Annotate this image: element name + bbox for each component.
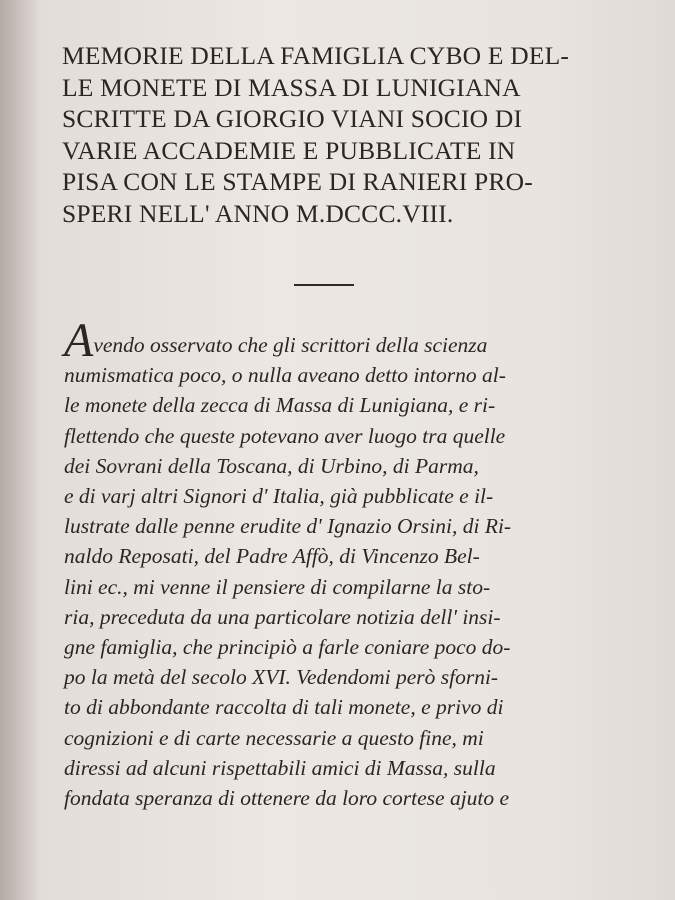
body-line: lustrate dalle penne erudite d' Ignazio Orsini, di Ri- — [64, 514, 512, 539]
divider-rule — [294, 284, 354, 286]
body-line: le monete della zecca di Massa di Lunigiana, e ri- — [64, 393, 496, 418]
body-first-line — [64, 314, 604, 367]
body-line: flettendo che queste potevano aver luogo tra quelle — [64, 423, 506, 448]
body-line: numismatica poco, o nulla aveano detto intorno al- — [64, 363, 506, 388]
body-line: to di abbondante raccolta di tali monete, e privo di — [64, 695, 504, 720]
body-line: po la metà del secolo XVI. Vedendomi però sforni- — [64, 665, 499, 690]
body-line: gne famiglia, che principiò a farle coniare poco do- — [64, 635, 511, 660]
show-through-text — [150, 220, 570, 330]
body-line: lini ec., mi venne il pensiere di compilarne la sto- — [64, 574, 491, 599]
body-line: e di varj altri Signori d' Italia, già pubblicate e il- — [64, 484, 494, 509]
body-paragraph — [64, 314, 604, 813]
page-title — [62, 40, 622, 229]
body-line: fondata speranza di ottenere da loro cortese ajuto e — [64, 786, 510, 811]
title-line: VARIE ACCADEMIE E PUBBLICATE IN — [62, 135, 516, 165]
body-line: cognizioni e di carte necessarie a questo fine, mi — [64, 725, 484, 750]
body-line: diressi ad alcuni rispettabili amici di Massa, sulla — [64, 755, 496, 780]
body-line: ria, preceduta da una particolare notizia dell' insi- — [64, 604, 501, 629]
title-line: SCRITTE DA GIORGIO VIANI SOCIO DI — [62, 104, 523, 133]
title-line: SPERI NELL' ANNO M.DCCC.VIII. — [62, 198, 454, 228]
body-line: vendo osservato che gli scrittori della scienza — [93, 333, 488, 357]
title-line: MEMORIE DELLA FAMIGLIA CYBO E DEL- — [62, 41, 570, 70]
body-line: dei Sovrani della Toscana, di Urbino, di Parma, — [64, 453, 479, 478]
title-line: PISA CON LE STAMPE DI RANIERI PRO- — [62, 167, 533, 196]
body-line: naldo Reposati, del Padre Affò, di Vincenzo Bel- — [64, 544, 480, 569]
spine-shadow — [0, 0, 40, 900]
drop-cap: A — [64, 314, 94, 367]
title-line: LE MONETE DI MASSA DI LUNIGIANA — [62, 72, 521, 102]
